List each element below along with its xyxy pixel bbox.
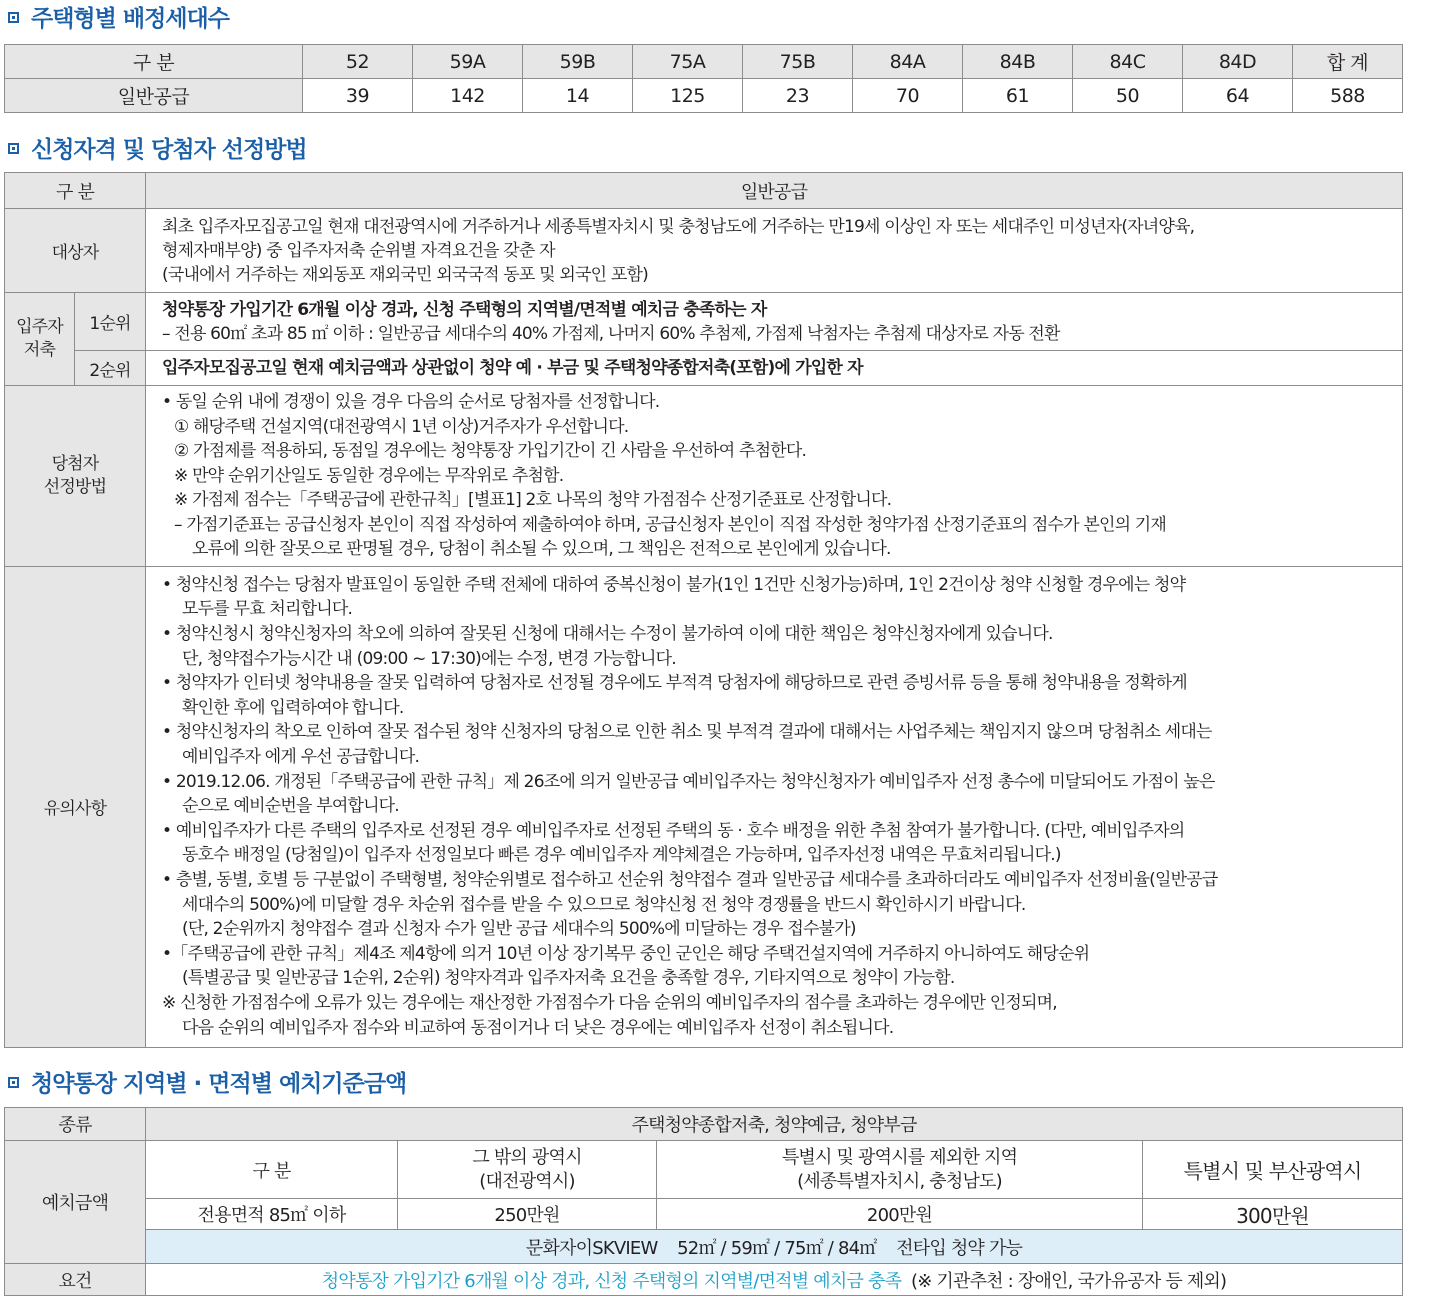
section-title-allocation bbox=[8, 2, 229, 36]
square-bullet-icon bbox=[8, 12, 19, 23]
note-line: (특별공급 및 일반공급 1순위, 2순위) 청약자격과 입주자저축 요건을 충족할 경우, 기타지역으로 청약이 가능함. bbox=[182, 968, 955, 989]
selection-line: ※ 만약 순위기산일도 동일한 경우에는 무작위로 추첨함. bbox=[174, 465, 564, 486]
note-line: • 청약신청자의 착오로 인하여 잘못 접수된 청약 신청자의 당첨으로 인한 취소 및 부적격 결과에 대해서는 사업주체는 책임지지 않으며 당첨취소 세대는 bbox=[162, 722, 1212, 743]
note-line: 다음 순위의 예비입주자 점수와 비교하여 동점이거나 더 낮은 경우에는 예비입주자 선정이 취소됩니다. bbox=[182, 1017, 894, 1038]
deposit-label: 예치금액 bbox=[5, 1141, 146, 1264]
requirement-label: 요건 bbox=[5, 1264, 146, 1296]
header-cell: 75A bbox=[633, 45, 743, 79]
requirement-main: 청약통장 가입기간 6개월 이상 경과, 신청 주택형의 지역별/면적별 예치금 충족 bbox=[321, 1270, 902, 1292]
rank1-note: – 전용 60㎡ 초과 85 ㎡ 이하 : 일반공급 세대수의 40% 가점제, 나머지 60% 추첨제, 가점제 낙첨자는 추첨제 대상자로 자동 전환 bbox=[162, 323, 1060, 344]
header-cell: 75B bbox=[743, 45, 853, 79]
col-header: 그 밖의 광역시 (대전광역시) bbox=[398, 1141, 657, 1199]
selection-line: – 가점기준표는 공급신청자 본인이 직접 작성하여 제출하여야 하며, 공급신청자 본인이 직접 작성한 청약가점 산정기준표의 점수가 본인의 기재 bbox=[174, 514, 1167, 535]
requirement-row bbox=[5, 1264, 1403, 1296]
header-cell: 84A bbox=[853, 45, 963, 79]
allocation-header-row bbox=[5, 45, 1403, 79]
deposit-amount: 300만원 bbox=[1143, 1199, 1403, 1230]
note-line: • 층별, 동별, 호별 등 구분없이 주택형별, 청약순위별로 접수하고 선순위 청약접수 결과 일반공급 세대수를 초과하더라도 예비입주자 선정비율(일반공급 bbox=[162, 869, 1218, 890]
notes-row bbox=[5, 566, 1403, 1047]
square-bullet-icon bbox=[8, 143, 19, 154]
col-header: 특별시 및 부산광역시 bbox=[1143, 1141, 1403, 1199]
selection-label: 당첨자 선정방법 bbox=[5, 386, 146, 567]
rank2-label: 2순위 bbox=[75, 351, 146, 386]
selection-line: ※ 가점제 점수는「주택공급에 관한규칙」[별표1] 2호 나목의 청약 가점점수 산정기준표로 산정합니다. bbox=[174, 490, 892, 510]
note-line: 확인한 후에 입력하여야 합니다. bbox=[182, 697, 404, 718]
data-cell: 39 bbox=[303, 79, 413, 113]
target-row bbox=[5, 209, 1403, 293]
note-line: • 예비입주자가 다른 주택의 입주자로 선정된 경우 예비입주자로 선정된 주택의 동 · 호수 배정을 위한 추첨 참여가 불가합니다. (다만, 예비입주자의 bbox=[162, 820, 1185, 841]
selection-row bbox=[5, 386, 1403, 567]
header-value: 일반공급 bbox=[146, 173, 1403, 209]
target-label: 대상자 bbox=[5, 209, 146, 293]
note-line: ※ 신청한 가점점수에 오류가 있는 경우에는 재산정한 가점점수가 다음 순위의 예비입주자의 점수를 초과하는 경우에만 인정되며, bbox=[162, 992, 1057, 1013]
data-cell: 588 bbox=[1293, 79, 1403, 113]
header-cell: 52 bbox=[303, 45, 413, 79]
selection-line: 오류에 의한 잘못으로 판명될 경우, 당첨이 취소될 수 있으며, 그 책임은 전적으로 본인에게 있습니다. bbox=[192, 539, 891, 559]
note-line: (단, 2순위까지 청약접수 결과 신청자 수가 일반 공급 세대수의 500%에 미달하는 경우 접수불가) bbox=[182, 919, 856, 940]
area-label: 전용면적 85㎡ 이하 bbox=[146, 1199, 398, 1230]
rank1-criteria: 청약통장 가입기간 6개월 이상 경과, 신청 주택형의 지역별/면적별 예치금 충족하는 자 bbox=[162, 299, 767, 320]
deposit-amount: 200만원 bbox=[657, 1199, 1143, 1230]
selection-line: ① 해당주택 건설지역(대전광역시 1년 이상)거주자가 우선합니다. bbox=[174, 416, 629, 437]
data-cell: 14 bbox=[523, 79, 633, 113]
col-header: 구 분 bbox=[146, 1141, 398, 1199]
note-line: • 청약신청 접수는 당첨자 발표일이 동일한 주택 전체에 대하여 중복신청이 불가(1인 1건만 신청가능)하며, 1인 2건이상 청약 신청할 경우에는 청약 bbox=[162, 574, 1186, 595]
requirement-note: (※ 기관추천 : 장애인, 국가유공자 등 제외) bbox=[901, 1270, 1227, 1292]
note-line: • 2019.12.06. 개정된「주택공급에 관한 규칙」제 26조에 의거 일반공급 예비입주자는 청약신청자가 예비입주자 선정 총수에 미달되어도 가점이 높은 bbox=[162, 771, 1215, 792]
allocation-table bbox=[4, 44, 1403, 113]
section-title-text: 주택형별 배정세대수 bbox=[31, 6, 229, 32]
apply-all-types-banner: 문화자이SKVIEW 52㎡ / 59㎡ / 75㎡ / 84㎡ 전타입 청약 가능 bbox=[146, 1230, 1403, 1264]
rank1-label: 1순위 bbox=[75, 293, 146, 351]
rank2-content bbox=[146, 351, 1403, 386]
note-line: • 청약신청시 청약신청자의 착오에 의하여 잘못된 신청에 대해서는 수정이 불가하여 이에 대한 책임은 청약신청자에게 있습니다. bbox=[162, 624, 1053, 645]
rank2-row bbox=[5, 351, 1403, 386]
rank1-content bbox=[146, 293, 1403, 351]
square-bullet-icon bbox=[8, 1077, 19, 1088]
note-line: 예비입주자 에게 우선 공급합니다. bbox=[182, 747, 420, 768]
col-header: 특별시 및 광역시를 제외한 지역 (세종특별자치시, 충청남도) bbox=[657, 1141, 1143, 1199]
selection-content bbox=[146, 386, 1403, 567]
banner-row bbox=[5, 1230, 1403, 1264]
target-content bbox=[146, 209, 1403, 293]
data-cell: 142 bbox=[413, 79, 523, 113]
note-line: 동호수 배정일 (당첨일)이 입주자 선정일보다 빠른 경우 예비입주자 계약체결은 가능하며, 입주자선정 내역은 무효처리됩니다.) bbox=[182, 845, 1061, 866]
section-title-text: 신청자격 및 당첨자 선정방법 bbox=[31, 137, 307, 163]
deposit-amount: 250만원 bbox=[398, 1199, 657, 1230]
rank1-row bbox=[5, 293, 1403, 351]
header-cell: 84D bbox=[1183, 45, 1293, 79]
deposit-value-row bbox=[5, 1199, 1403, 1230]
target-line: (국내에서 거주하는 재외동포 재외국민 외국국적 동포 및 외국인 포함) bbox=[162, 264, 648, 285]
header-cell: 84B bbox=[963, 45, 1073, 79]
row-label: 일반공급 bbox=[5, 79, 303, 113]
type-row bbox=[5, 1108, 1403, 1141]
header-cell: 구 분 bbox=[5, 45, 303, 79]
header-label: 구 분 bbox=[5, 173, 146, 209]
note-line: 단, 청약접수가능시간 내 (09:00 ~ 17:30)에는 수정, 변경 가능합니다. bbox=[182, 648, 676, 669]
data-cell: 125 bbox=[633, 79, 743, 113]
note-line: 순으로 예비순번을 부여합니다. bbox=[182, 796, 399, 817]
note-line: •「주택공급에 관한 규칙」제4조 제4항에 의거 10년 이상 장기복무 중인 군인은 해당 주택건설지역에 거주하지 아니하여도 해당순위 bbox=[162, 943, 1090, 964]
target-line: 형제자매부양) 중 입주자저축 순위별 자격요건을 갖춘 자 bbox=[162, 240, 555, 261]
data-cell: 61 bbox=[963, 79, 1073, 113]
type-label: 종류 bbox=[5, 1108, 146, 1141]
header-cell: 59B bbox=[523, 45, 633, 79]
deposit-table bbox=[4, 1107, 1403, 1296]
eligibility-table bbox=[4, 172, 1403, 1048]
savings-label: 입주자 저축 bbox=[5, 293, 75, 386]
notes-label: 유의사항 bbox=[5, 566, 146, 1047]
note-line: 세대수의 500%)에 미달할 경우 차순위 접수를 받을 수 있으므로 청약신청 전 청약 경쟁률을 반드시 확인하시기 바랍니다. bbox=[182, 894, 1026, 915]
notes-content bbox=[146, 566, 1403, 1047]
data-cell: 23 bbox=[743, 79, 853, 113]
header-cell: 합 계 bbox=[1293, 45, 1403, 79]
header-cell: 59A bbox=[413, 45, 523, 79]
header-cell: 84C bbox=[1073, 45, 1183, 79]
type-value: 주택청약종합저축, 청약예금, 청약부금 bbox=[146, 1108, 1403, 1141]
section-title-deposit bbox=[8, 1067, 406, 1101]
eligibility-header-row bbox=[5, 173, 1403, 209]
selection-line: • 동일 순위 내에 경쟁이 있을 경우 다음의 순서로 당첨자를 선정합니다. bbox=[162, 392, 660, 412]
selection-line: ② 가점제를 적용하되, 동점일 경우에는 청약통장 가입기간이 긴 사람을 우선하여 추첨한다. bbox=[174, 441, 807, 461]
rank2-criteria: 입주자모집공고일 현재 예치금액과 상관없이 청약 예 · 부금 및 주택청약종합저축(포함)에 가입한 자 bbox=[162, 358, 863, 378]
data-cell: 64 bbox=[1183, 79, 1293, 113]
section-title-eligibility bbox=[8, 133, 307, 167]
requirement-content bbox=[146, 1264, 1403, 1296]
target-line: 최초 입주자모집공고일 현재 대전광역시에 거주하거나 세종특별자치시 및 충청남도에 거주하는 만19세 이상인 자 또는 세대주인 미성년자(자녀양육, bbox=[162, 216, 1195, 237]
section-title-text: 청약통장 지역별 · 면적별 예치기준금액 bbox=[31, 1071, 407, 1097]
data-cell: 70 bbox=[853, 79, 963, 113]
note-line: 모두를 무효 처리합니다. bbox=[182, 599, 353, 620]
note-line: • 청약자가 인터넷 청약내용을 잘못 입력하여 당첨자로 선정될 경우에도 부적격 당첨자에 해당하므로 관련 증빙서류 등을 통해 청약내용을 정확하게 bbox=[162, 673, 1187, 694]
allocation-data-row bbox=[5, 79, 1403, 113]
data-cell: 50 bbox=[1073, 79, 1183, 113]
deposit-header-row bbox=[5, 1141, 1403, 1199]
